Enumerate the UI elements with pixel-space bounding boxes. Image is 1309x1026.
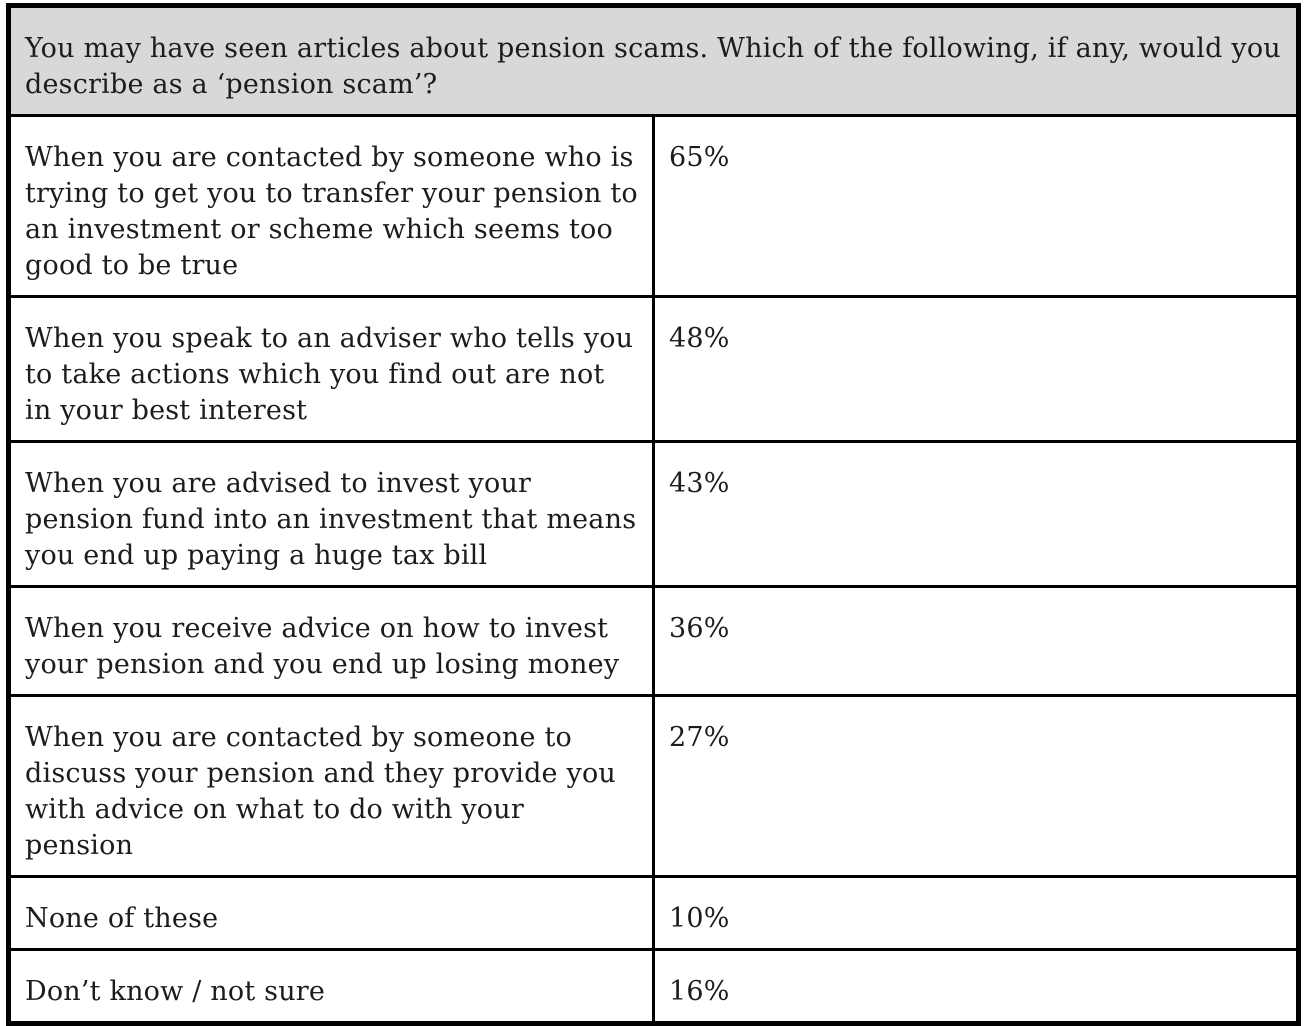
- statement-cell: None of these: [9, 877, 654, 950]
- question-header-row: [9, 6, 1299, 116]
- statement-cell: Don’t know / not sure: [9, 950, 654, 1024]
- statement-cell: When you are contacted by someone who is trying to get you to transfer your pension to an investment or scheme which seems too good to be true: [9, 116, 654, 297]
- question-header-cell: You may have seen articles about pension scams. Which of the following, if any, would you describe as a ‘pension scam’?: [9, 6, 1299, 116]
- percentage-cell: 48%: [654, 297, 1299, 442]
- table-row: [9, 877, 1299, 950]
- table-row: [9, 587, 1299, 696]
- statement-cell: When you are contacted by someone to discuss your pension and they provide you with advice on what to do with your pension: [9, 696, 654, 877]
- percentage-cell: 43%: [654, 442, 1299, 587]
- table-row: [9, 950, 1299, 1024]
- percentage-cell: 36%: [654, 587, 1299, 696]
- table-row: [9, 116, 1299, 297]
- statement-cell: When you receive advice on how to invest your pension and you end up losing money: [9, 587, 654, 696]
- percentage-cell: 16%: [654, 950, 1299, 1024]
- statement-cell: When you speak to an adviser who tells you to take actions which you find out are not in your best interest: [9, 297, 654, 442]
- percentage-cell: 65%: [654, 116, 1299, 297]
- table-row: [9, 696, 1299, 877]
- percentage-cell: 10%: [654, 877, 1299, 950]
- statement-cell: When you are advised to invest your pension fund into an investment that means you end up paying a huge tax bill: [9, 442, 654, 587]
- pension-scam-survey-table: [6, 3, 1301, 1026]
- table-row: [9, 442, 1299, 587]
- percentage-cell: 27%: [654, 696, 1299, 877]
- table-row: [9, 297, 1299, 442]
